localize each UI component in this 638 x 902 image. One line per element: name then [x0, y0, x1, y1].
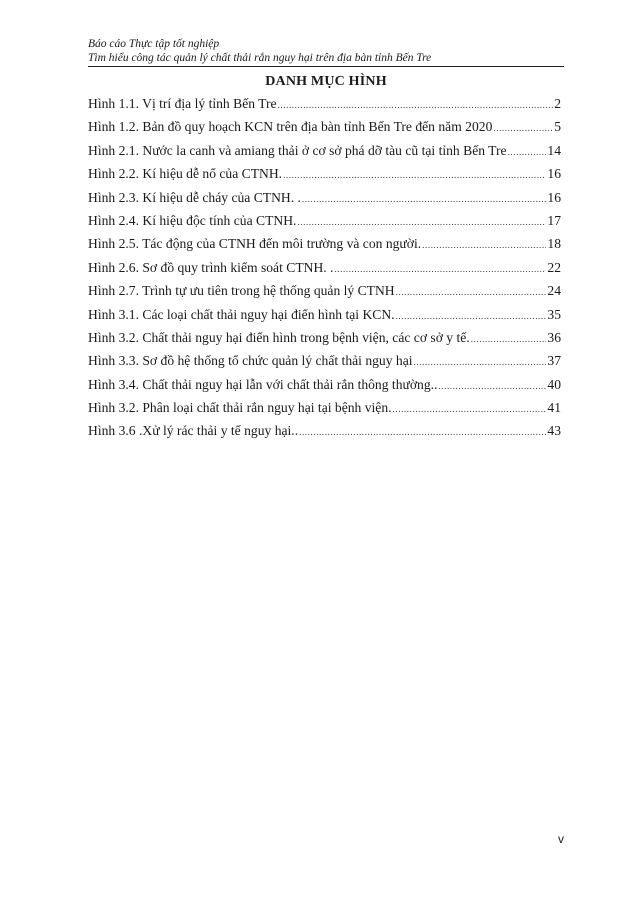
figure-page-number: 40: [547, 376, 561, 392]
figure-list-entry[interactable]: [88, 283, 561, 306]
dot-leader: [393, 404, 547, 414]
figure-caption: Hình 2.4. Kí hiệu độc tính của CTNH.: [88, 212, 297, 228]
dot-leader: [414, 357, 547, 367]
dot-leader: [493, 123, 553, 133]
figure-caption: Hình 2.1. Nước la canh và amiang thải ở cơ sở phá dỡ tàu cũ tại tỉnh Bến Tre: [88, 142, 507, 158]
dot-leader: [438, 381, 546, 391]
figure-list-entry[interactable]: [88, 330, 561, 353]
dot-leader: [396, 287, 547, 297]
figure-caption: Hình 3.4. Chất thải nguy hại lẫn với chất thải rắn thông thường..: [88, 376, 438, 392]
figure-page-number: 2: [554, 96, 561, 111]
dot-leader: [471, 334, 547, 344]
figure-caption: Hình 3.3. Sơ đồ hệ thống tổ chức quản lý chất thải nguy hại: [88, 353, 413, 369]
running-header: [88, 37, 564, 67]
figure-caption: Hình 2.3. Kí hiệu dễ cháy của CTNH. .: [88, 189, 301, 205]
figure-caption: Hình 3.6 .Xử lý rác thải y tế nguy hại..: [88, 423, 299, 439]
figure-page-number: 18: [547, 236, 561, 252]
header-report-topic: Tìm hiểu công tác quản lý chất thải rắn nguy hại trên địa bàn tỉnh Bến Tre: [88, 52, 432, 64]
figure-caption: Hình 1.1. Vị trí địa lý tỉnh Bến Tre: [88, 96, 277, 111]
dot-leader: [297, 217, 546, 227]
page-number: v: [558, 832, 564, 846]
figure-list-entry[interactable]: [88, 119, 561, 142]
figure-caption: Hình 3.2. Phân loại chất thải rắn nguy hại tại bệnh viện.: [88, 400, 392, 416]
figure-page-number: 5: [554, 119, 561, 135]
figure-list-entry[interactable]: [88, 166, 561, 189]
dot-leader: [299, 427, 546, 437]
dot-leader: [302, 194, 546, 204]
dot-leader: [283, 170, 546, 180]
dot-leader: [396, 311, 547, 321]
figure-page-number: 14: [547, 142, 561, 158]
figure-page-number: 16: [547, 189, 561, 205]
figure-list-entry[interactable]: [88, 377, 561, 400]
figure-list-entry[interactable]: [88, 423, 561, 446]
dot-leader: [334, 264, 546, 274]
figure-list-entry[interactable]: [88, 143, 561, 166]
dot-leader: [278, 100, 554, 110]
figure-page-number: 36: [547, 329, 561, 345]
figure-page-number: 22: [547, 259, 561, 275]
figure-page-number: 17: [547, 212, 561, 228]
figure-list-entry[interactable]: [88, 260, 561, 283]
figure-caption: Hình 2.2. Kí hiệu dễ nổ của CTNH.: [88, 166, 283, 182]
figure-list-entry[interactable]: [88, 353, 561, 376]
figure-page-number: 43: [547, 423, 561, 439]
dot-leader: [508, 147, 547, 157]
figure-page-number: 37: [547, 353, 561, 369]
figure-page-number: 35: [547, 306, 561, 322]
figure-caption: Hình 2.5. Tác động của CTNH đến môi trường và con người.: [88, 236, 422, 252]
figure-list-entry[interactable]: [88, 96, 561, 119]
header-report-type: Báo cáo Thực tập tốt nghiệp: [88, 38, 220, 50]
figure-caption: Hình 2.6. Sơ đồ quy trình kiểm soát CTNH. .: [88, 259, 334, 275]
figure-caption: Hình 2.7. Trình tự ưu tiên trong hệ thống quản lý CTNH: [88, 283, 395, 299]
figure-caption: Hình 1.2. Bản đồ quy hoạch KCN trên địa bàn tỉnh Bến Tre đến năm 2020: [88, 119, 493, 135]
figure-list: [88, 96, 561, 447]
figure-caption: Hình 3.2. Chất thải nguy hại điển hình trong bệnh viện, các cơ sở y tế.: [88, 329, 470, 345]
figure-list-entry[interactable]: [88, 236, 561, 259]
figure-list-entry[interactable]: [88, 400, 561, 423]
page-title: DANH MỤC HÌNH: [265, 74, 387, 89]
figure-page-number: 16: [547, 166, 561, 182]
figure-list-entry[interactable]: [88, 213, 561, 236]
figure-list-entry[interactable]: [88, 307, 561, 330]
figure-list-entry[interactable]: [88, 190, 561, 213]
figure-caption: Hình 3.1. Các loại chất thải nguy hại điển hình tại KCN.: [88, 306, 395, 322]
figure-page-number: 41: [547, 400, 561, 416]
figure-page-number: 24: [547, 283, 561, 299]
dot-leader: [422, 240, 546, 250]
